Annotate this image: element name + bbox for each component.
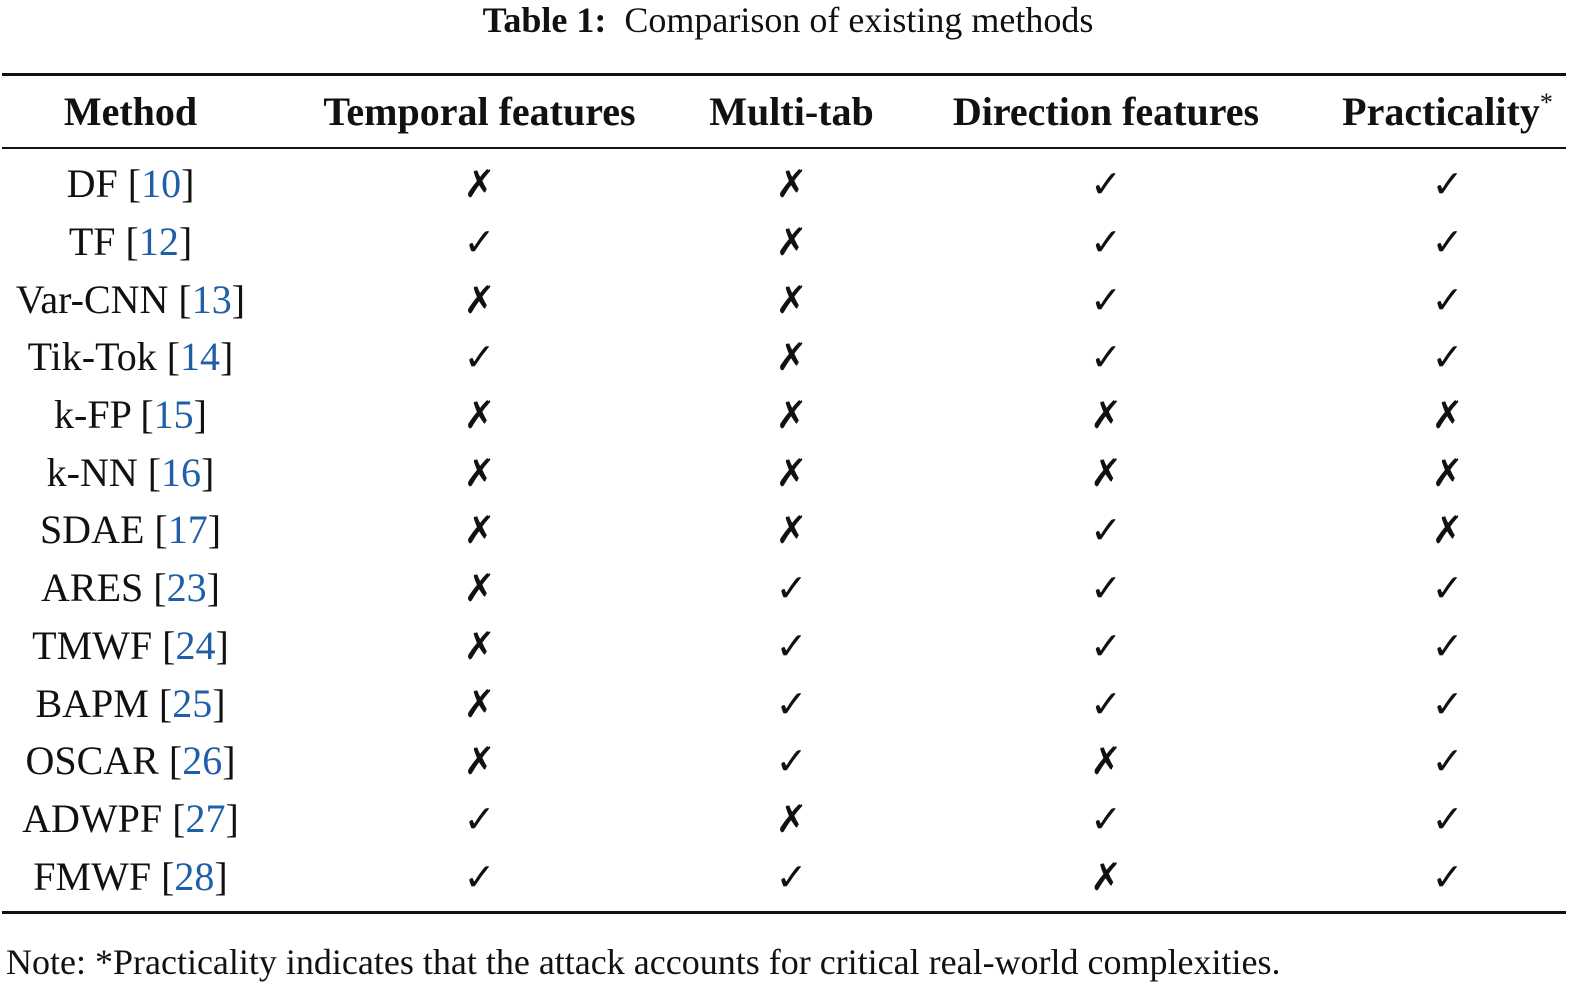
method-cell: BAPM [25] [35,680,226,726]
citation-link[interactable]: 13 [191,276,232,322]
cross-mark-icon: ✗ [463,450,496,495]
check-mark-icon: ✓ [775,739,808,784]
column-header-temporal-features: Temporal features [323,89,636,134]
table-row [2,501,1566,559]
check-mark-icon: ✓ [463,220,496,265]
method-name: ADWPF [22,795,163,841]
temporal-features-cell [259,790,700,848]
bottom-rule [2,911,1566,914]
check-mark-icon: ✓ [1431,739,1464,784]
practicality-cell [1329,559,1566,617]
method-cell: TMWF [24] [32,622,229,668]
temporal-features-cell [259,213,700,271]
temporal-features-cell [259,270,700,328]
check-mark-icon: ✓ [1431,566,1464,611]
direction-features-cell [883,155,1329,213]
method-cell: k-NN [16] [46,449,215,495]
multi-tab-cell [700,790,883,848]
row-padding [2,147,1566,155]
citation-link[interactable]: 23 [166,565,207,611]
check-mark-icon: ✓ [775,854,808,899]
cross-mark-icon: ✗ [1090,393,1122,438]
direction-features-cell [883,213,1329,271]
method-cell: k-FP [15] [54,392,207,438]
citation-link[interactable]: 26 [182,738,223,784]
cross-mark-icon: ✗ [463,623,496,668]
multi-tab-cell [700,386,883,444]
direction-features-cell [883,501,1329,559]
column-header-practicality [1329,76,1566,147]
temporal-features-cell [259,559,700,617]
method-cell: OSCAR [26] [25,738,236,784]
check-mark-icon: ✓ [1090,220,1122,265]
check-mark-icon: ✓ [1431,220,1464,265]
practicality-cell [1329,501,1566,559]
method-name: FMWF [33,853,152,899]
cross-mark-icon: ✗ [1431,450,1464,495]
direction-features-cell [883,443,1329,501]
table-row [2,328,1566,386]
method-cell: Tik-Tok [14] [27,334,234,380]
caption-text: Comparison of existing methods [624,0,1094,40]
check-mark-icon: ✓ [1090,681,1122,726]
check-mark-icon: ✓ [775,623,808,668]
table-row [2,270,1566,328]
direction-features-cell [883,559,1329,617]
practicality-cell [1329,732,1566,790]
table-row [2,213,1566,271]
table-row [2,155,1566,213]
practicality-cell [1329,847,1566,905]
check-mark-icon: ✓ [1090,566,1122,611]
multi-tab-cell [700,559,883,617]
direction-features-cell [883,270,1329,328]
practicality-label: Practicality [1342,89,1540,134]
check-mark-icon: ✓ [1431,623,1464,668]
cross-mark-icon: ✗ [463,681,496,726]
temporal-features-cell [259,732,700,790]
check-mark-icon: ✓ [1431,162,1464,207]
direction-features-cell [883,847,1329,905]
check-mark-icon: ✓ [1431,854,1464,899]
citation-link[interactable]: 12 [138,219,179,265]
temporal-features-cell [259,617,700,675]
direction-features-cell [883,617,1329,675]
citation-link[interactable]: 25 [172,680,213,726]
multi-tab-cell [700,617,883,675]
citation-link[interactable]: 17 [167,507,208,553]
method-name: ARES [41,565,144,611]
column-header-method: Method [63,89,198,134]
table-row [2,674,1566,732]
cross-mark-icon: ✗ [463,277,496,322]
practicality-cell [1329,790,1566,848]
practicality-cell [1329,386,1566,444]
check-mark-icon: ✓ [1431,681,1464,726]
method-name: DF [66,161,118,207]
method-name: SDAE [39,507,145,553]
practicality-cell [1329,270,1566,328]
cross-mark-icon: ✗ [775,450,808,495]
cross-mark-icon: ✗ [775,393,808,438]
method-name: TMWF [32,622,153,668]
multi-tab-cell [700,674,883,732]
direction-features-cell [883,790,1329,848]
multi-tab-cell [700,847,883,905]
temporal-features-cell [259,155,700,213]
cross-mark-icon: ✗ [775,277,808,322]
table-note: Note: *Practicality indicates that the attack accounts for critical real-world complexities. [6,942,1281,982]
check-mark-icon: ✓ [463,854,496,899]
check-mark-icon: ✓ [1431,277,1464,322]
method-name: OSCAR [25,738,159,784]
cross-mark-icon: ✗ [775,335,808,380]
temporal-features-cell [259,674,700,732]
multi-tab-cell [700,732,883,790]
citation-link[interactable]: 15 [153,392,194,438]
method-cell: ARES [23] [41,565,220,611]
column-header-multi-tab: Multi-tab [709,89,874,134]
table-row [2,559,1566,617]
check-mark-icon: ✓ [1431,796,1464,841]
check-mark-icon: ✓ [775,681,808,726]
method-name: Tik-Tok [27,334,157,380]
practicality-cell [1329,443,1566,501]
cross-mark-icon: ✗ [1431,393,1464,438]
practicality-cell [1329,155,1566,213]
citation-link[interactable]: 16 [161,449,202,495]
comparison-table [2,76,1566,905]
check-mark-icon: ✓ [463,796,496,841]
check-mark-icon: ✓ [1090,277,1122,322]
method-cell: DF [10] [66,161,195,207]
method-name: k-FP [54,392,131,438]
practicality-cell [1329,674,1566,732]
multi-tab-cell [700,501,883,559]
direction-features-cell [883,328,1329,386]
cross-mark-icon: ✗ [1090,854,1122,899]
practicality-cell [1329,617,1566,675]
direction-features-cell [883,732,1329,790]
cross-mark-icon: ✗ [775,220,808,265]
multi-tab-cell [700,213,883,271]
check-mark-icon: ✓ [1090,796,1122,841]
table-caption [0,0,1576,40]
cross-mark-icon: ✗ [463,739,496,784]
table-row [2,732,1566,790]
method-cell: SDAE [17] [39,507,222,553]
citation-link[interactable]: 10 [141,161,182,207]
temporal-features-cell [259,328,700,386]
cross-mark-icon: ✗ [463,566,496,611]
multi-tab-cell [700,270,883,328]
cross-mark-icon: ✗ [775,508,808,553]
check-mark-icon: ✓ [1090,623,1122,668]
multi-tab-cell [700,443,883,501]
method-cell: ADWPF [27] [22,795,239,841]
temporal-features-cell [259,847,700,905]
citation-link[interactable]: 14 [180,334,221,380]
check-mark-icon: ✓ [1431,335,1464,380]
cross-mark-icon: ✗ [463,393,496,438]
cross-mark-icon: ✗ [775,162,808,207]
table-row [2,847,1566,905]
cross-mark-icon: ✗ [463,508,496,553]
method-name: BAPM [35,680,149,726]
cross-mark-icon: ✗ [1090,739,1122,784]
table-body [2,147,1566,905]
table-row [2,790,1566,848]
method-name: k-NN [46,449,138,495]
check-mark-icon: ✓ [463,335,496,380]
temporal-features-cell [259,443,700,501]
check-mark-icon: ✓ [1090,335,1122,380]
multi-tab-cell [700,328,883,386]
method-name: TF [68,219,116,265]
method-name: Var-CNN [15,276,169,322]
footnote-marker: * [1539,88,1553,117]
direction-features-cell [883,674,1329,732]
cross-mark-icon: ✗ [1090,450,1122,495]
caption-label: Table 1: [482,0,607,40]
check-mark-icon: ✓ [775,566,808,611]
cross-mark-icon: ✗ [463,162,496,207]
cross-mark-icon: ✗ [1431,508,1464,553]
header-row [2,76,1566,147]
method-cell: FMWF [28] [33,853,228,899]
table-row [2,443,1566,501]
cross-mark-icon: ✗ [775,796,808,841]
temporal-features-cell [259,501,700,559]
method-cell: Var-CNN [13] [15,276,246,322]
check-mark-icon: ✓ [1090,162,1122,207]
practicality-cell [1329,328,1566,386]
column-header-direction-features: Direction features [952,89,1260,134]
check-mark-icon: ✓ [1090,508,1122,553]
table-row [2,386,1566,444]
citation-link[interactable]: 27 [185,795,226,841]
direction-features-cell [883,386,1329,444]
method-cell: TF [12] [68,219,193,265]
multi-tab-cell [700,155,883,213]
citation-link[interactable]: 24 [175,622,216,668]
practicality-cell [1329,213,1566,271]
temporal-features-cell [259,386,700,444]
citation-link[interactable]: 28 [174,853,215,899]
table-row [2,617,1566,675]
